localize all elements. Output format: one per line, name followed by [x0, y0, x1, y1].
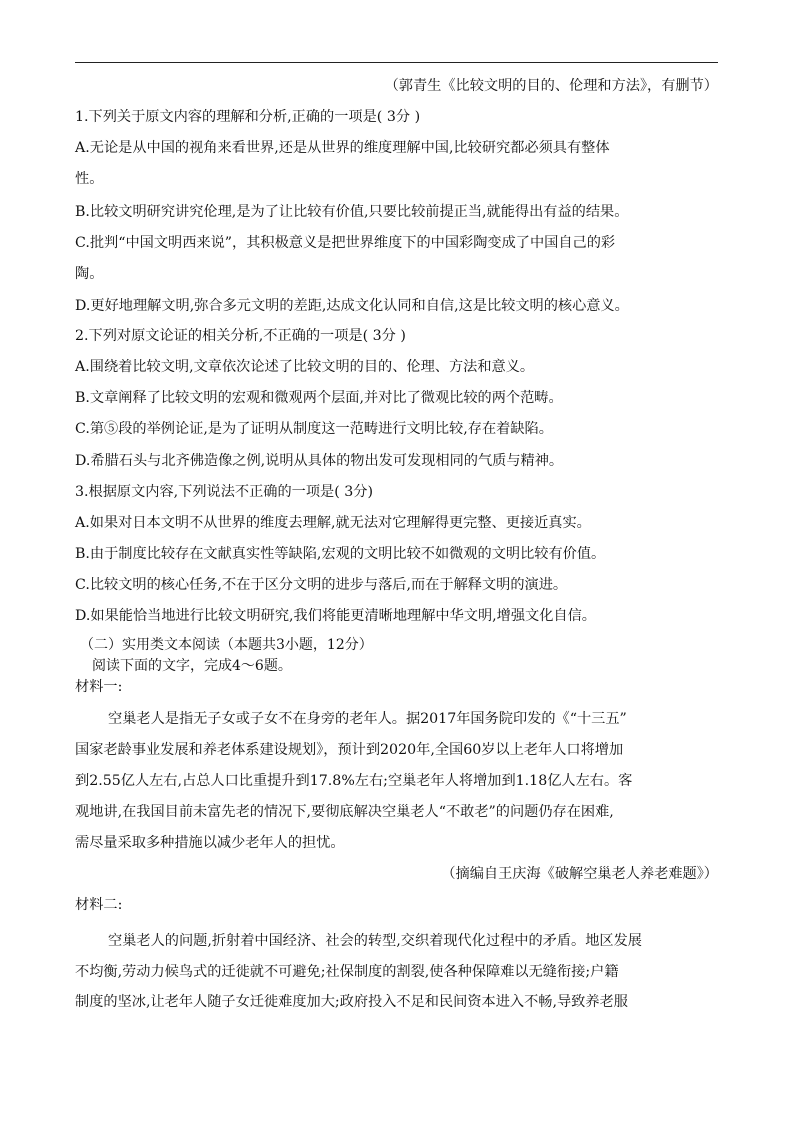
- material-2-line-1: 空巢老人的问题,折射着中国经济、社会的转型,交织着现代化过程中的矛盾。地区发展: [108, 933, 642, 949]
- question-3-option-a: A.如果对日本文明不从世界的维度去理解,就无法对它理解得更完整、更接近真实。: [75, 515, 591, 531]
- source-citation: （郭青生《比较文明的目的、伦理和方法》，有删节）: [384, 78, 718, 94]
- question-1-option-b: B.比较文明研究讲究伦理,是为了让比较有价值,只要比较前提正当,就能得出有益的结果。: [75, 204, 629, 220]
- section-2-instruction: 阅读下面的文字，完成4～6题。: [92, 658, 292, 674]
- material-1-line-2: 国家老龄事业发展和养老体系建设规划》，预计到2020年,全国60岁以上老年人口将增加: [75, 742, 624, 758]
- question-1-option-c: C.批判“中国文明西来说”，其积极意义是把世界维度下的中国彩陶变成了中国自己的彩: [75, 235, 616, 251]
- question-1-option-a: A.无论是从中国的视角来看世界,还是从世界的维度理解中国,比较研究都必须具有整体: [75, 140, 610, 156]
- material-2-label: 材料二:: [75, 897, 123, 913]
- question-3-option-c: C.比较文明的核心任务,不在于区分文明的进步与落后,而在于解释文明的演进。: [75, 577, 568, 593]
- question-2-option-c: C.第⑤段的举例论证,是为了证明从制度这一范畴进行文明比较,存在着缺陷。: [75, 421, 553, 437]
- question-1-option-a-cont: 性。: [75, 171, 104, 187]
- question-3-option-d: D.如果能恰当地进行比较文明研究,我们将能更清晰地理解中华文明,增强文化自信。: [75, 608, 596, 624]
- material-1-source: （摘编自王庆海《破解空巢老人养老难题》）: [441, 866, 718, 882]
- question-2-option-a: A.围绕着比较文明,文章依次论述了比较文明的目的、伦理、方法和意义。: [75, 359, 535, 375]
- top-divider: [75, 62, 718, 63]
- question-1-option-d: D.更好地理解文明,弥合多元文明的差距,达成文化认同和自信,这是比较文明的核心意义。: [75, 298, 629, 314]
- material-2-line-3: 制度的坚冰,让老年人随子女迁徙难度加大;政府投入不足和民间资本进入不畅,导致养老服: [75, 994, 628, 1010]
- question-2-option-b: B.文章阐释了比较文明的宏观和微观两个层面,并对比了微观比较的两个范畴。: [75, 390, 563, 406]
- material-1-line-1: 空巢老人是指无子女或子女不在身旁的老年人。据2017年国务院印发的《“十三五”: [108, 711, 627, 727]
- material-1-line-5: 需尽量采取多种措施以减少老年人的担忧。: [75, 835, 345, 851]
- question-3-option-b: B.由于制度比较存在文献真实性等缺陷,宏观的文明比较不如微观的文明比较有价值。: [75, 546, 606, 562]
- material-2-line-2: 不均衡,劳动力候鸟式的迁徙就不可避免;社保制度的割裂,使各种保障难以无缝衔接;户籍: [75, 964, 619, 980]
- question-3-stem: 3.根据原文内容,下列说法不正确的一项是( 3分): [75, 484, 374, 500]
- question-1-stem: 1.下列关于原文内容的理解和分析,正确的一项是( 3分 ): [75, 109, 421, 125]
- question-2-option-d: D.希腊石头与北齐佛造像之例,说明从具体的物出发可发现相同的气质与精神。: [75, 453, 564, 469]
- material-1-line-3: 到2.55亿人左右,占总人口比重提升到17.8%左右;空巢老年人将增加到1.18亿人左右。客: [75, 773, 633, 789]
- material-1-label: 材料一:: [75, 679, 123, 695]
- question-2-stem: 2.下列对原文论证的相关分析,不正确的一项是( 3分 ): [75, 328, 406, 344]
- section-2-title: （二）实用类文本阅读（本题共3小题，12分）: [80, 637, 373, 653]
- question-1-option-c-cont: 陶。: [75, 266, 104, 282]
- material-1-line-4: 观地讲,在我国目前未富先老的情况下,要彻底解决空巢老人“不敢老”的问题仍存在困难,: [75, 804, 614, 820]
